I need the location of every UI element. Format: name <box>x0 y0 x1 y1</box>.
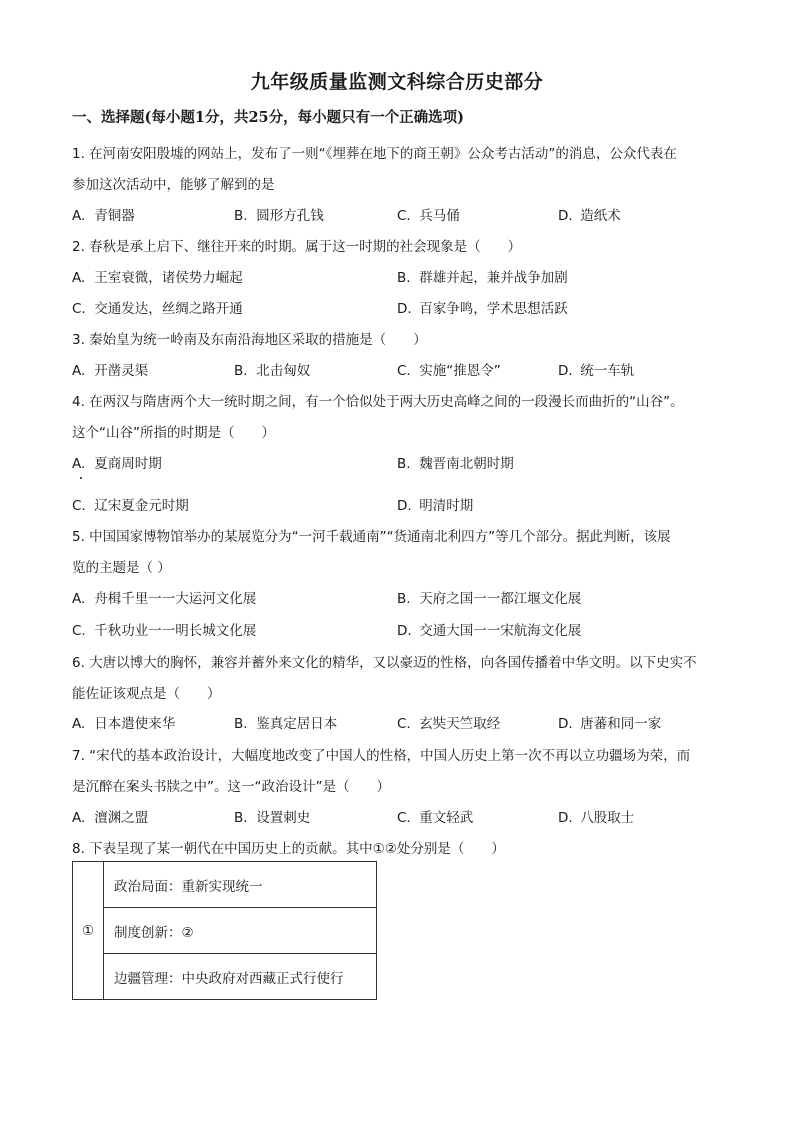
question-1-stem-line-2: 参加这次活动中，能够了解到的是 <box>72 177 275 193</box>
question-8-table <box>72 861 377 1000</box>
question-2-option-a[interactable]: A. 王室衰微，诸侯势力崛起 <box>72 270 243 286</box>
question-3-option-b[interactable]: B. 北击匈奴 <box>234 363 311 379</box>
question-2-option-d[interactable]: D. 百家争鸣，学术思想活跃 <box>397 301 568 317</box>
table-row-institution: 制度创新：② <box>104 908 377 954</box>
question-1-stem-line-1: 1. 在河南安阳殷墟的网站上，发布了一则“《埋葬在地下的商王朝》公众考古活动”的消息，公众代表在 <box>72 146 677 162</box>
section-heading: 一、选择题(每小题1分，共25分，每小题只有一个正确选项) <box>72 109 464 126</box>
question-4-option-a[interactable]: A. 夏商周时期 <box>72 456 162 472</box>
question-5-option-c[interactable]: C. 千秋功业一一明长城文化展 <box>72 623 257 639</box>
question-6-option-b[interactable]: B. 鉴真定居日本 <box>234 716 338 732</box>
question-6-stem-line-2: 能佐证该观点是（ ） <box>72 686 221 702</box>
page-title: 九年级质量监测文科综合历史部分 <box>250 71 544 93</box>
table-row-politics: 政治局面：重新实现统一 <box>104 862 377 908</box>
question-7-option-a[interactable]: A. 澶渊之盟 <box>72 810 149 826</box>
question-5-option-a[interactable]: A. 舟楫千里一一大运河文化展 <box>72 591 257 607</box>
question-5-option-d[interactable]: D. 交通大国一一宋航海文化展 <box>397 623 582 639</box>
table-mark-cell: ① <box>73 862 104 1000</box>
question-4-option-c[interactable]: C. 辽宋夏金元时期 <box>72 498 189 514</box>
question-4-stem-line-2: 这个“山谷”所指的时期是（ ） <box>72 425 275 441</box>
question-5-option-b[interactable]: B. 天府之国一一都江堰文化展 <box>397 591 582 607</box>
question-1-option-d[interactable]: D. 造纸术 <box>558 208 621 224</box>
question-2-option-c[interactable]: C. 交通发达，丝绸之路开通 <box>72 301 243 317</box>
question-3-stem: 3. 秦始皇为统一岭南及东南沿海地区采取的措施是（ ） <box>72 332 427 348</box>
question-3-option-d[interactable]: D. 统一车轨 <box>558 363 635 379</box>
question-4-option-d[interactable]: D. 明清时期 <box>397 498 474 514</box>
question-2-stem: 2. 春秋是承上启下、继往开来的时期。属于这一时期的社会现象是（ ） <box>72 239 522 255</box>
question-5-stem-line-2: 览的主题是（ ） <box>72 560 171 576</box>
question-6-option-a[interactable]: A. 日本遣使来华 <box>72 716 176 732</box>
question-7-stem-line-2: 是沉醉在案头书牍之中”。这一“政治设计”是（ ） <box>72 779 390 795</box>
question-1-option-b[interactable]: B. 圆形方孔钱 <box>234 208 324 224</box>
question-6-option-c[interactable]: C. 玄奘天竺取经 <box>397 716 501 732</box>
question-1-option-a[interactable]: A. 青铜器 <box>72 208 135 224</box>
question-2-option-b[interactable]: B. 群雄并起，兼并战争加剧 <box>397 270 568 286</box>
question-7-option-c[interactable]: C. 重文轻武 <box>397 810 474 826</box>
question-7-option-d[interactable]: D. 八股取士 <box>558 810 635 826</box>
question-3-option-a[interactable]: A. 开凿灵渠 <box>72 363 149 379</box>
question-6-option-d[interactable]: D. 唐蕃和同一家 <box>558 716 662 732</box>
table-row-frontier: 边疆管理：中央政府对西藏正式行使行 <box>104 954 377 1000</box>
stray-dot <box>80 477 82 479</box>
question-1-option-c[interactable]: C. 兵马俑 <box>397 208 460 224</box>
question-6-stem-line-1: 6. 大唐以博大的胸怀，兼容并蓄外来文化的精华，又以豪迈的性格，向各国传播着中华文明。以下史实不 <box>72 655 697 671</box>
question-7-option-b[interactable]: B. 设置刺史 <box>234 810 311 826</box>
question-7-stem-line-1: 7. “宋代的基本政治设计，大幅度地改变了中国人的性格，中国人历史上第一次不再以立功疆场为荣，而 <box>72 748 691 764</box>
question-4-option-b[interactable]: B. 魏晋南北朝时期 <box>397 456 514 472</box>
question-4-stem-line-1: 4. 在两汉与隋唐两个大一统时期之间，有一个恰似处于两大历史高峰之间的一段漫长而曲折的“山谷”。 <box>72 394 684 410</box>
question-5-stem-line-1: 5. 中国国家博物馆举办的某展览分为“一河千载通南”“货通南北利四方”等几个部分。据此判断，该展 <box>72 529 671 545</box>
question-8-stem: 8. 下表呈现了某一朝代在中国历史上的贡献。其中①②处分别是（ ） <box>72 841 505 857</box>
question-3-option-c[interactable]: C. 实施“推恩令” <box>397 363 501 379</box>
